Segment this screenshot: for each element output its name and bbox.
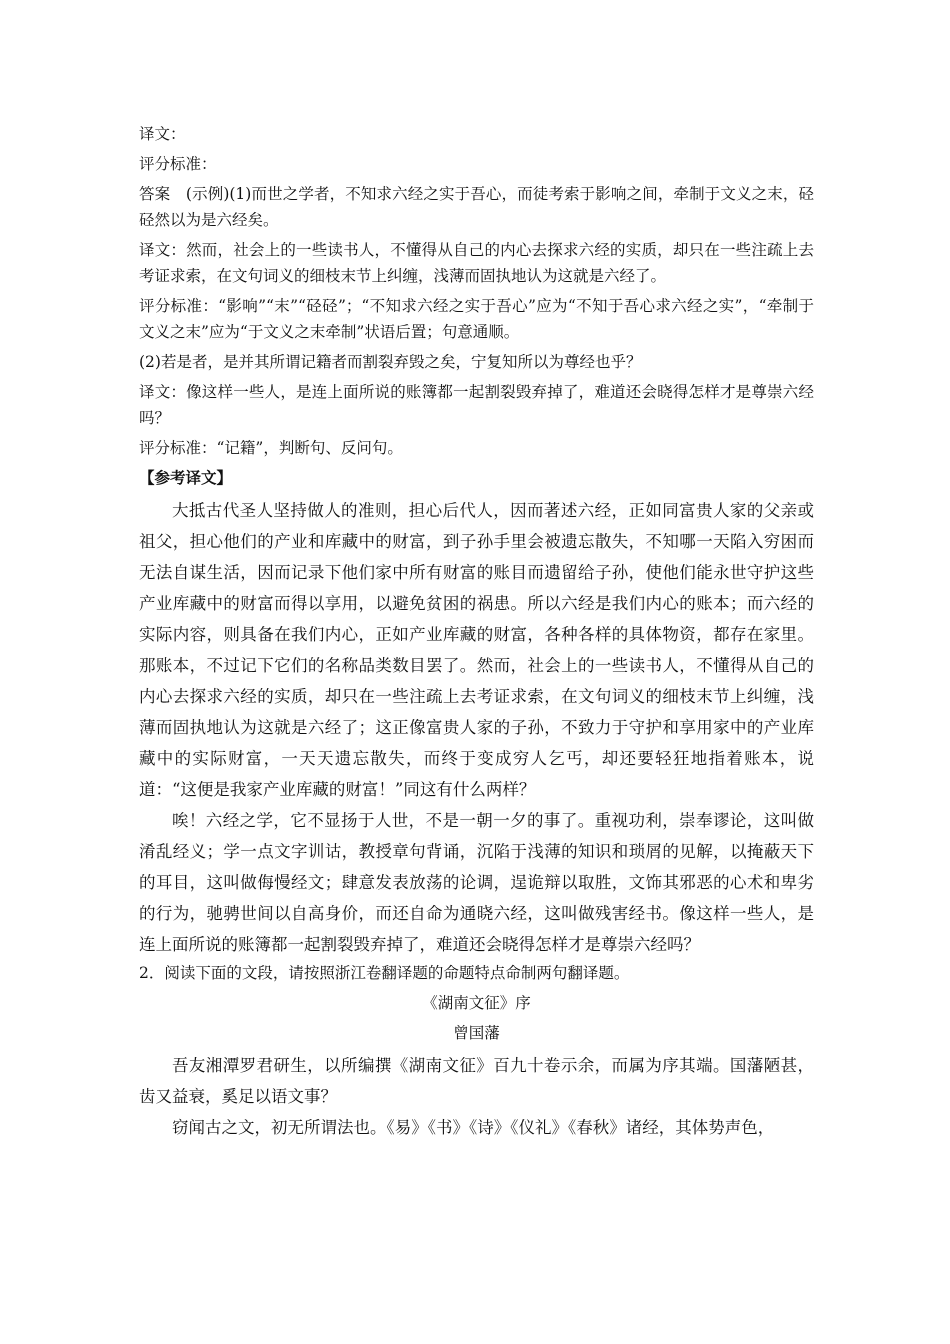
document-page <box>139 121 814 1143</box>
passage-paragraph-1: 吾友湘潭罗君研生，以所编撰《湖南文征》百九十卷示余，而属为序其端。国藩陋甚，齿又益衰，奚足以语文事？ <box>139 1056 814 1106</box>
passage-paragraph-2: 窃闻古之文，初无所谓法也。《易》《书》《诗》《仪礼》《春秋》诸经，其体势声色， <box>172 1118 775 1137</box>
translation-q1: 译文：然而，社会上的一些读书人，不懂得从自己的内心去探求六经的实质，却只在一些注疏上去考证求索，在文句词义的细枝末节上纠缠，浅薄而固执地认为这就是六经了。 <box>139 241 814 285</box>
reference-heading: 【参考译文】 <box>139 468 233 487</box>
grading-label: 评分标准： <box>139 155 217 173</box>
answer-q2: (2)若是者，是并其所谓记籍者而割裂弃毁之矣，宁复知所以为尊经也乎？ <box>139 353 642 371</box>
translation-q2: 译文：像这样一些人，是连上面所说的账簿都一起割裂毁弃掉了，难道还会晓得怎样才是尊崇六经吗？ <box>139 383 814 427</box>
grading-q2: 评分标准：“记籍”，判断句、反问句。 <box>139 439 403 457</box>
translation-label: 译文： <box>139 125 186 143</box>
question-2: 2．阅读下面的文段，请按照浙江卷翻译题的命题特点命制两句翻译题。 <box>139 964 630 982</box>
answer-q1: 答案 (示例)(1)而世之学者，不知求六经之实于吾心，而徒考索于影响之间，牵制于文义之末，硁硁然以为是六经矣。 <box>139 185 814 229</box>
reference-paragraph-1: 大抵古代圣人坚持做人的准则，担心后代人，因而著述六经，正如同富贵人家的父亲或祖父，担心他们的产业和库藏中的财富，到子孙手里会被遗忘散失，不知哪一天陷入穷困而无法自谋生活，因而记录下他们家中所有财富的账目而遗留给子孙，使他们能永世守护这些产业库藏中的财富而得以享用，以避免贫困的祸患。所以六经是我们内心的账本；而六经的实际内容，则具备在我们内心，正如产业库藏的财富，各种各样的具体物资，都存在家里。那账本，不过记下它们的名称品类数目罢了。然而，社会上的一些读书人，不懂得从自己的内心去探求六经的实质，却只在一些注疏上去考证求索，在文句词义的细枝末节上纠缠，浅薄而固执地认为这就是六经了；这正像富贵人家的子孙，不致力于守护和享用家中的产业库藏中的实际财富，一天天遗忘散失，而终于变成穷人乞丐，却还要轻狂地指着账本，说道：“这便是我家产业库藏的财富！”同这有什么两样？ <box>139 501 814 799</box>
grading-q1: 评分标准：“影响”“末”“硁硁”；“不知求六经之实于吾心”应为“不知于吾心求六经之实”，“牵制于文义之末”应为“于文义之末牵制”状语后置；句意通顺。 <box>139 297 814 341</box>
passage-author: 曾国藩 <box>453 1024 500 1042</box>
reference-paragraph-2: 唉！六经之学，它不显扬于人世，不是一朝一夕的事了。重视功利，崇奉谬论，这叫做淆乱经义；学一点文字训诂，教授章句背诵，沉陷于浅薄的知识和琐屑的见解，以掩蔽天下的耳目，这叫做侮慢经文；肆意发表放荡的论调，逞诡辩以取胜，文饰其邪恶的心术和卑劣的行为，驰骋世间以自高身价，而还自命为通晓六经，这叫做残害经书。像这样一些人，是连上面所说的账簿都一起割裂毁弃掉了，难道还会晓得怎样才是尊崇六经吗？ <box>139 811 814 954</box>
passage-title: 《湖南文征》序 <box>422 994 531 1012</box>
